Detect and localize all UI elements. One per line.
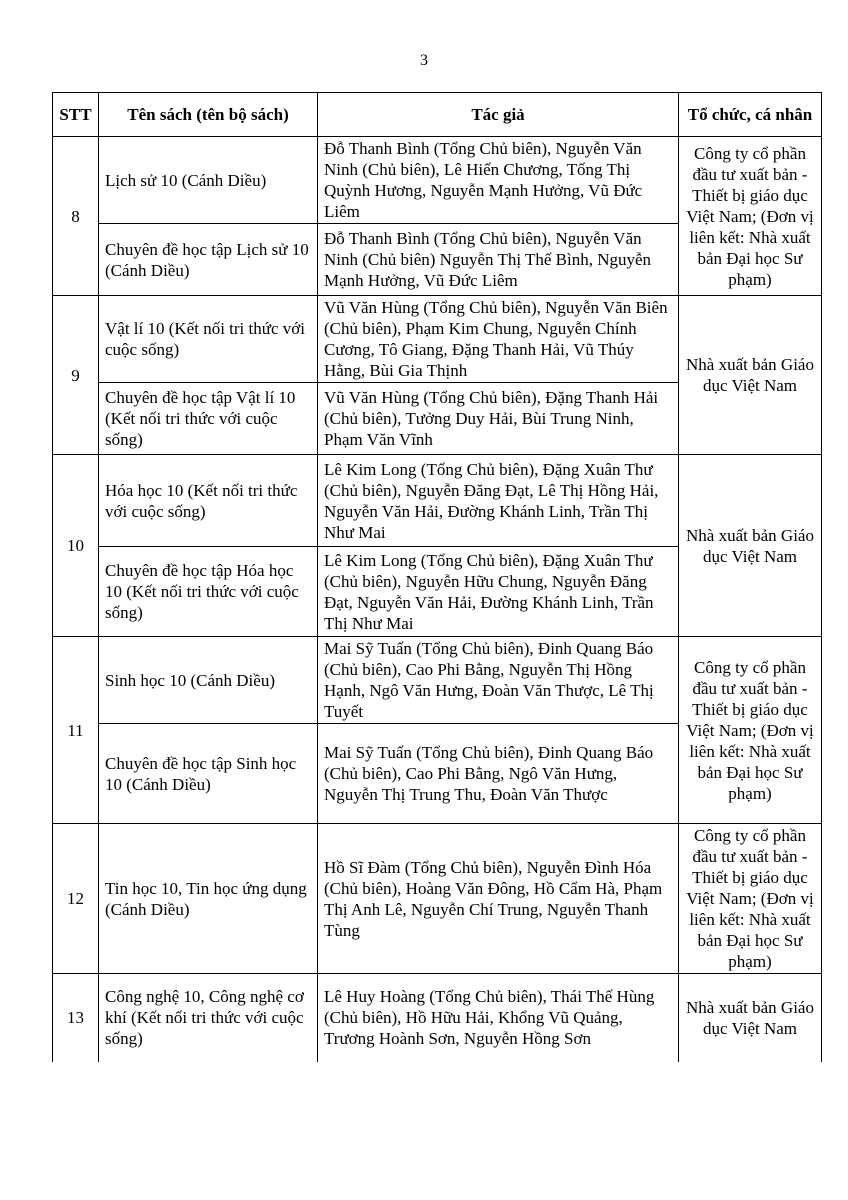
book-name: Chuyên đề học tập Vật lí 10 (Kết nối tri thức với cuộc sống)	[99, 383, 318, 455]
book-authors: Đỗ Thanh Bình (Tổng Chủ biên), Nguyễn Văn Ninh (Chủ biên) Nguyễn Thị Thế Bình, Nguyễn Mạnh Hưởng, Vũ Đức Liêm	[318, 224, 679, 296]
row-stt: 8	[53, 137, 99, 296]
row-organization: Nhà xuất bản Giáo dục Việt Nam	[679, 296, 822, 455]
row-stt: 12	[53, 824, 99, 974]
book-authors: Vũ Văn Hùng (Tổng Chủ biên), Nguyễn Văn Biên (Chủ biên), Phạm Kim Chung, Nguyễn Chính Cương, Tô Giang, Đặng Thanh Hải, Vũ Thúy Hằng, Bùi Gia Thịnh	[318, 296, 679, 383]
book-name: Chuyên đề học tập Lịch sử 10 (Cánh Diều)	[99, 224, 318, 296]
row-stt: 13	[53, 974, 99, 1062]
book-name: Hóa học 10 (Kết nối tri thức với cuộc sống)	[99, 455, 318, 547]
table-row	[53, 824, 822, 974]
textbook-table	[52, 92, 822, 1062]
book-name: Vật lí 10 (Kết nối tri thức với cuộc sống)	[99, 296, 318, 383]
table-row	[53, 296, 822, 383]
table-row	[53, 137, 822, 224]
book-authors: Mai Sỹ Tuấn (Tổng Chủ biên), Đinh Quang Báo (Chủ biên), Cao Phi Bằng, Ngô Văn Hưng, Nguyễn Thị Trung Thu, Đoàn Văn Thược	[318, 724, 679, 824]
table-header-row	[53, 93, 822, 137]
row-organization: Nhà xuất bản Giáo dục Việt Nam	[679, 455, 822, 637]
book-authors: Lê Huy Hoàng (Tổng Chủ biên), Thái Thế Hùng (Chủ biên), Hồ Hữu Hải, Khổng Vũ Quảng, Trương Hoành Sơn, Nguyễn Hồng Sơn	[318, 974, 679, 1062]
row-organization: Công ty cổ phần đầu tư xuất bản - Thiết bị giáo dục Việt Nam; (Đơn vị liên kết: Nhà xuất bản Đại học Sư phạm)	[679, 637, 822, 824]
book-name: Chuyên đề học tập Hóa học 10 (Kết nối tri thức với cuộc sống)	[99, 547, 318, 637]
book-authors: Mai Sỹ Tuấn (Tổng Chủ biên), Đinh Quang Báo (Chủ biên), Cao Phi Bằng, Nguyễn Thị Hồng Hạnh, Ngô Văn Hưng, Đoàn Văn Thược, Lê Thị Tuyết	[318, 637, 679, 724]
book-authors: Vũ Văn Hùng (Tổng Chủ biên), Đặng Thanh Hải (Chủ biên), Tưởng Duy Hải, Bùi Trung Ninh, Phạm Văn Vĩnh	[318, 383, 679, 455]
book-authors: Hồ Sĩ Đàm (Tổng Chủ biên), Nguyễn Đình Hóa (Chủ biên), Hoàng Văn Đông, Hồ Cẩm Hà, Phạm Thị Anh Lê, Nguyễn Chí Trung, Nguyễn Thanh Tùng	[318, 824, 679, 974]
header-book-name: Tên sách (tên bộ sách)	[99, 93, 318, 137]
book-name: Tin học 10, Tin học ứng dụng (Cánh Diều)	[99, 824, 318, 974]
header-organization: Tổ chức, cá nhân	[679, 93, 822, 137]
row-stt: 11	[53, 637, 99, 824]
book-name: Lịch sử 10 (Cánh Diều)	[99, 137, 318, 224]
row-stt: 10	[53, 455, 99, 637]
row-stt: 9	[53, 296, 99, 455]
book-authors: Đỗ Thanh Bình (Tổng Chủ biên), Nguyễn Văn Ninh (Chủ biên), Lê Hiến Chương, Tống Thị Quỳnh Hương, Nguyễn Mạnh Hưởng, Vũ Đức Liêm	[318, 137, 679, 224]
book-name: Sinh học 10 (Cánh Diều)	[99, 637, 318, 724]
row-organization: Công ty cổ phần đầu tư xuất bản - Thiết bị giáo dục Việt Nam; (Đơn vị liên kết: Nhà xuất bản Đại học Sư phạm)	[679, 824, 822, 974]
page-number: 3	[420, 52, 428, 69]
header-stt: STT	[53, 93, 99, 137]
book-name: Chuyên đề học tập Sinh học 10 (Cánh Diều)	[99, 724, 318, 824]
row-organization: Công ty cổ phần đầu tư xuất bản - Thiết bị giáo dục Việt Nam; (Đơn vị liên kết: Nhà xuất bản Đại học Sư phạm)	[679, 137, 822, 296]
table-row	[53, 455, 822, 547]
header-author: Tác giả	[318, 93, 679, 137]
book-authors: Lê Kim Long (Tổng Chủ biên), Đặng Xuân Thư (Chủ biên), Nguyễn Đăng Đạt, Lê Thị Hồng Hải, Nguyễn Văn Hải, Đường Khánh Linh, Trần Thị Như Mai	[318, 455, 679, 547]
book-name: Công nghệ 10, Công nghệ cơ khí (Kết nối tri thức với cuộc sống)	[99, 974, 318, 1062]
book-authors: Lê Kim Long (Tổng Chủ biên), Đặng Xuân Thư (Chủ biên), Nguyễn Hữu Chung, Nguyễn Đăng Đạt, Nguyễn Văn Hải, Đường Khánh Linh, Trần Thị Như Mai	[318, 547, 679, 637]
table-row	[53, 974, 822, 1062]
table-row	[53, 637, 822, 724]
row-organization: Nhà xuất bản Giáo dục Việt Nam	[679, 974, 822, 1062]
